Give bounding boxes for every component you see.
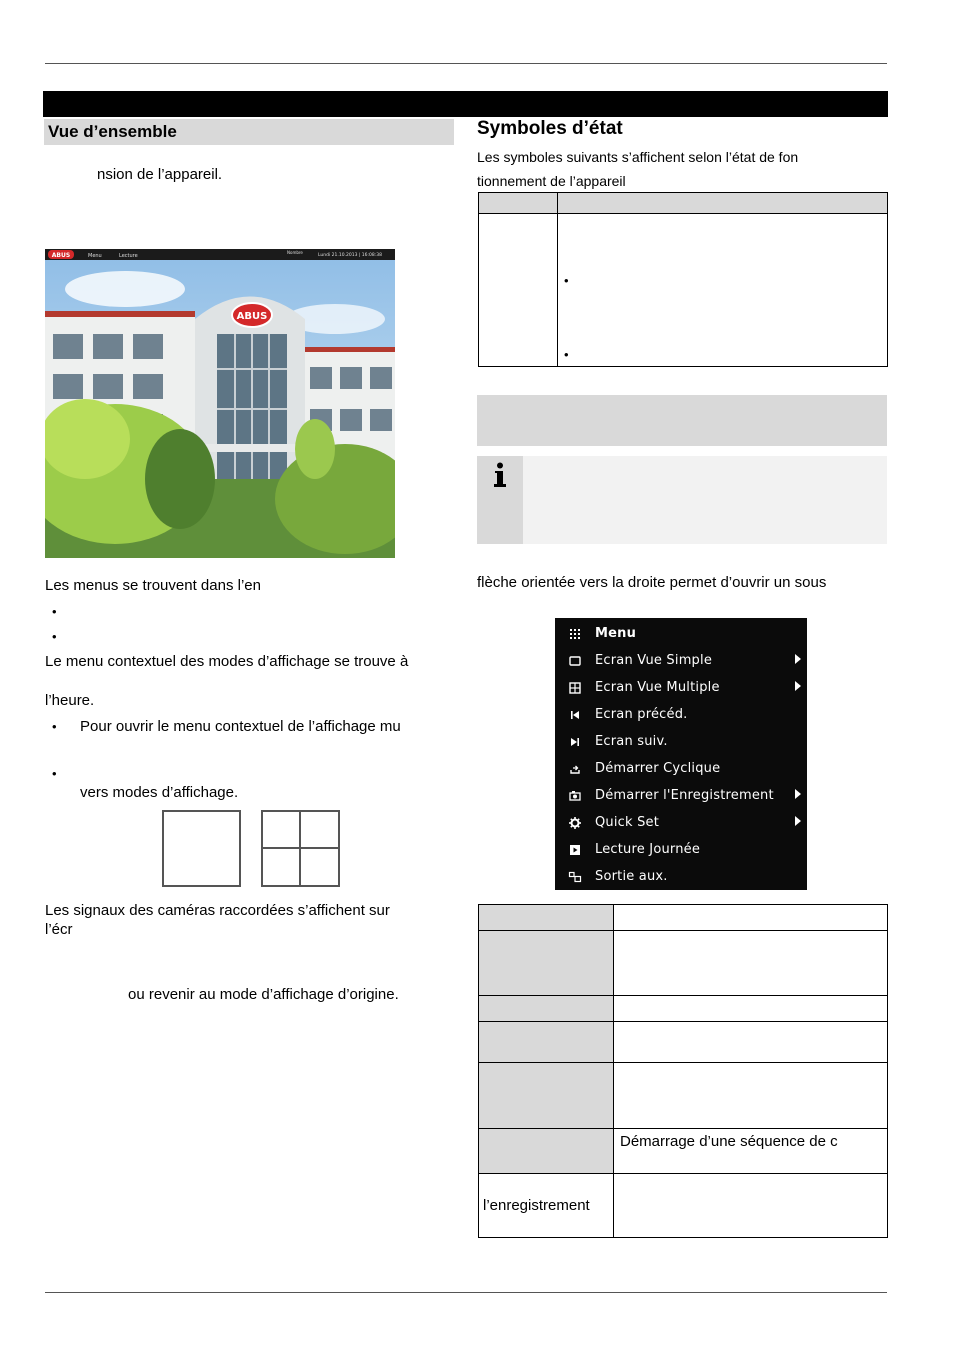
screenshot-lecture-label[interactable]: Lecture [119,253,138,259]
abus-logo-text: ABUS [51,252,71,259]
menu-table-label-cell [479,1022,614,1063]
menu-item-label: Ecran Vue Simple [595,653,713,668]
menu-table-desc-cell [614,1063,888,1129]
menu-item-label: Menu [595,626,637,641]
menus-text: Les menus se trouvent dans l’en [45,577,261,594]
bullet-3: • [52,719,57,734]
signals-text-line1: Les signaux des caméras raccordées s’affichent sur [45,902,390,919]
next-screen-icon [568,735,582,749]
screenshot-datetime: Lundi 21.10.2013 | 16:08:38 [318,253,383,258]
menu-item-day-playback[interactable] [555,836,807,863]
menu-item-label: Ecran suiv. [595,734,668,749]
menu-item-label: Quick Set [595,815,660,830]
revert-text: ou revenir au mode d’affichage d’origine. [128,986,399,1003]
bullet-1: • [52,604,57,619]
quad-view-mode-icon[interactable] [261,810,340,887]
menu-table-label-cell [479,1063,614,1129]
menu-table-header-label [479,905,614,931]
menu-table-desc-cell [614,1174,888,1238]
single-screen-icon [568,654,582,668]
menu-item-single-view[interactable] [555,647,807,674]
record-icon [568,789,582,803]
status-symbols-title: Symboles d’état [477,118,623,139]
menu-table-desc-cell [614,1022,888,1063]
menu-table-label-cell [479,931,614,996]
building-photo [45,249,395,558]
submenu-arrow-icon [795,816,801,826]
screenshot-menu-label[interactable]: Menu [88,253,102,259]
status-table-header-symbol [479,193,558,214]
intro-text: nsion de l’appareil. [97,166,223,183]
footer-rule [45,1292,887,1293]
grid-dots-icon [568,627,582,641]
cycle-icon [568,762,582,776]
menu-item-label: Démarrer Cyclique [595,761,721,776]
status-table-symbol-cell [479,214,558,367]
menu-table-desc-cell [614,931,888,996]
submenu-arrow-text: flèche orientée vers la droite permet d’ouvrir un sous [477,574,827,591]
context-menu-text: Le menu contextuel des modes d’affichage se trouve à [45,653,409,670]
status-intro-line1: Les symboles suivants s’affichent selon l’état de fon [477,149,799,165]
header-rule [45,63,887,64]
menu-table-label-cell [479,1129,614,1174]
status-table-header-desc [558,193,888,214]
cycle-description: Démarrage d’une séquence de c [620,1133,838,1150]
status-table-desc-cell [558,214,888,367]
status-bullet-1: • [564,273,569,288]
recording-label: l’enregistrement [483,1197,590,1214]
hour-text: l’heure. [45,692,95,709]
menu-table-desc-cell-cycle [614,1129,888,1174]
submenu-arrow-icon [795,681,801,691]
info-icon [493,462,507,488]
live-view-screenshot [45,249,395,558]
menu-item-label: Démarrer l'Enregistrement [595,788,774,803]
chapter-bar [43,91,888,117]
bullet-2: • [52,629,57,644]
menu-item-label: Ecran précéd. [595,707,688,722]
bullet-4-text: vers modes d’affichage. [80,784,239,801]
single-view-mode-icon[interactable] [162,810,241,887]
submenu-arrow-icon [795,654,801,664]
menu-table-header-desc [614,905,888,931]
context-menu [555,618,807,890]
info-note [477,456,887,544]
gear-icon [568,816,582,830]
section-heading: Vue d’ensemble [48,122,177,141]
menu-table-desc-cell [614,996,888,1022]
status-bullet-2: • [564,347,569,362]
menu-item-quick-set[interactable] [555,809,807,836]
screenshot-status-label: Nombre [287,250,303,255]
play-icon [568,843,582,857]
submenu-arrow-icon [795,789,801,799]
menu-item-menu[interactable] [555,620,807,647]
menu-item-multi-view[interactable] [555,674,807,701]
menu-item-start-cycle[interactable] [555,755,807,782]
status-intro-line2: tionnement de l’appareil [477,173,626,189]
menu-item-label: Ecran Vue Multiple [595,680,720,695]
bullet-3-text: Pour ouvrir le menu contextuel de l’affichage mu [80,718,401,735]
status-symbols-table [478,192,888,367]
menu-item-next-screen[interactable] [555,728,807,755]
bullet-4: • [52,766,57,781]
menu-description-table [478,904,888,1238]
menu-item-previous-screen[interactable] [555,701,807,728]
menu-item-start-recording[interactable] [555,782,807,809]
menu-table-label-cell [479,996,614,1022]
subsection-heading-box [477,395,887,446]
menu-item-label: Sortie aux. [595,869,668,884]
building-logo-text: ABUS [236,311,268,322]
menu-item-aux-output[interactable] [555,863,807,890]
menu-item-label: Lecture Journée [595,842,701,857]
previous-screen-icon [568,708,582,722]
menu-table-label-cell-recording [479,1174,614,1238]
signals-text-line2: l’écr [45,921,73,938]
aux-output-icon [568,870,582,884]
multi-screen-icon [568,681,582,695]
